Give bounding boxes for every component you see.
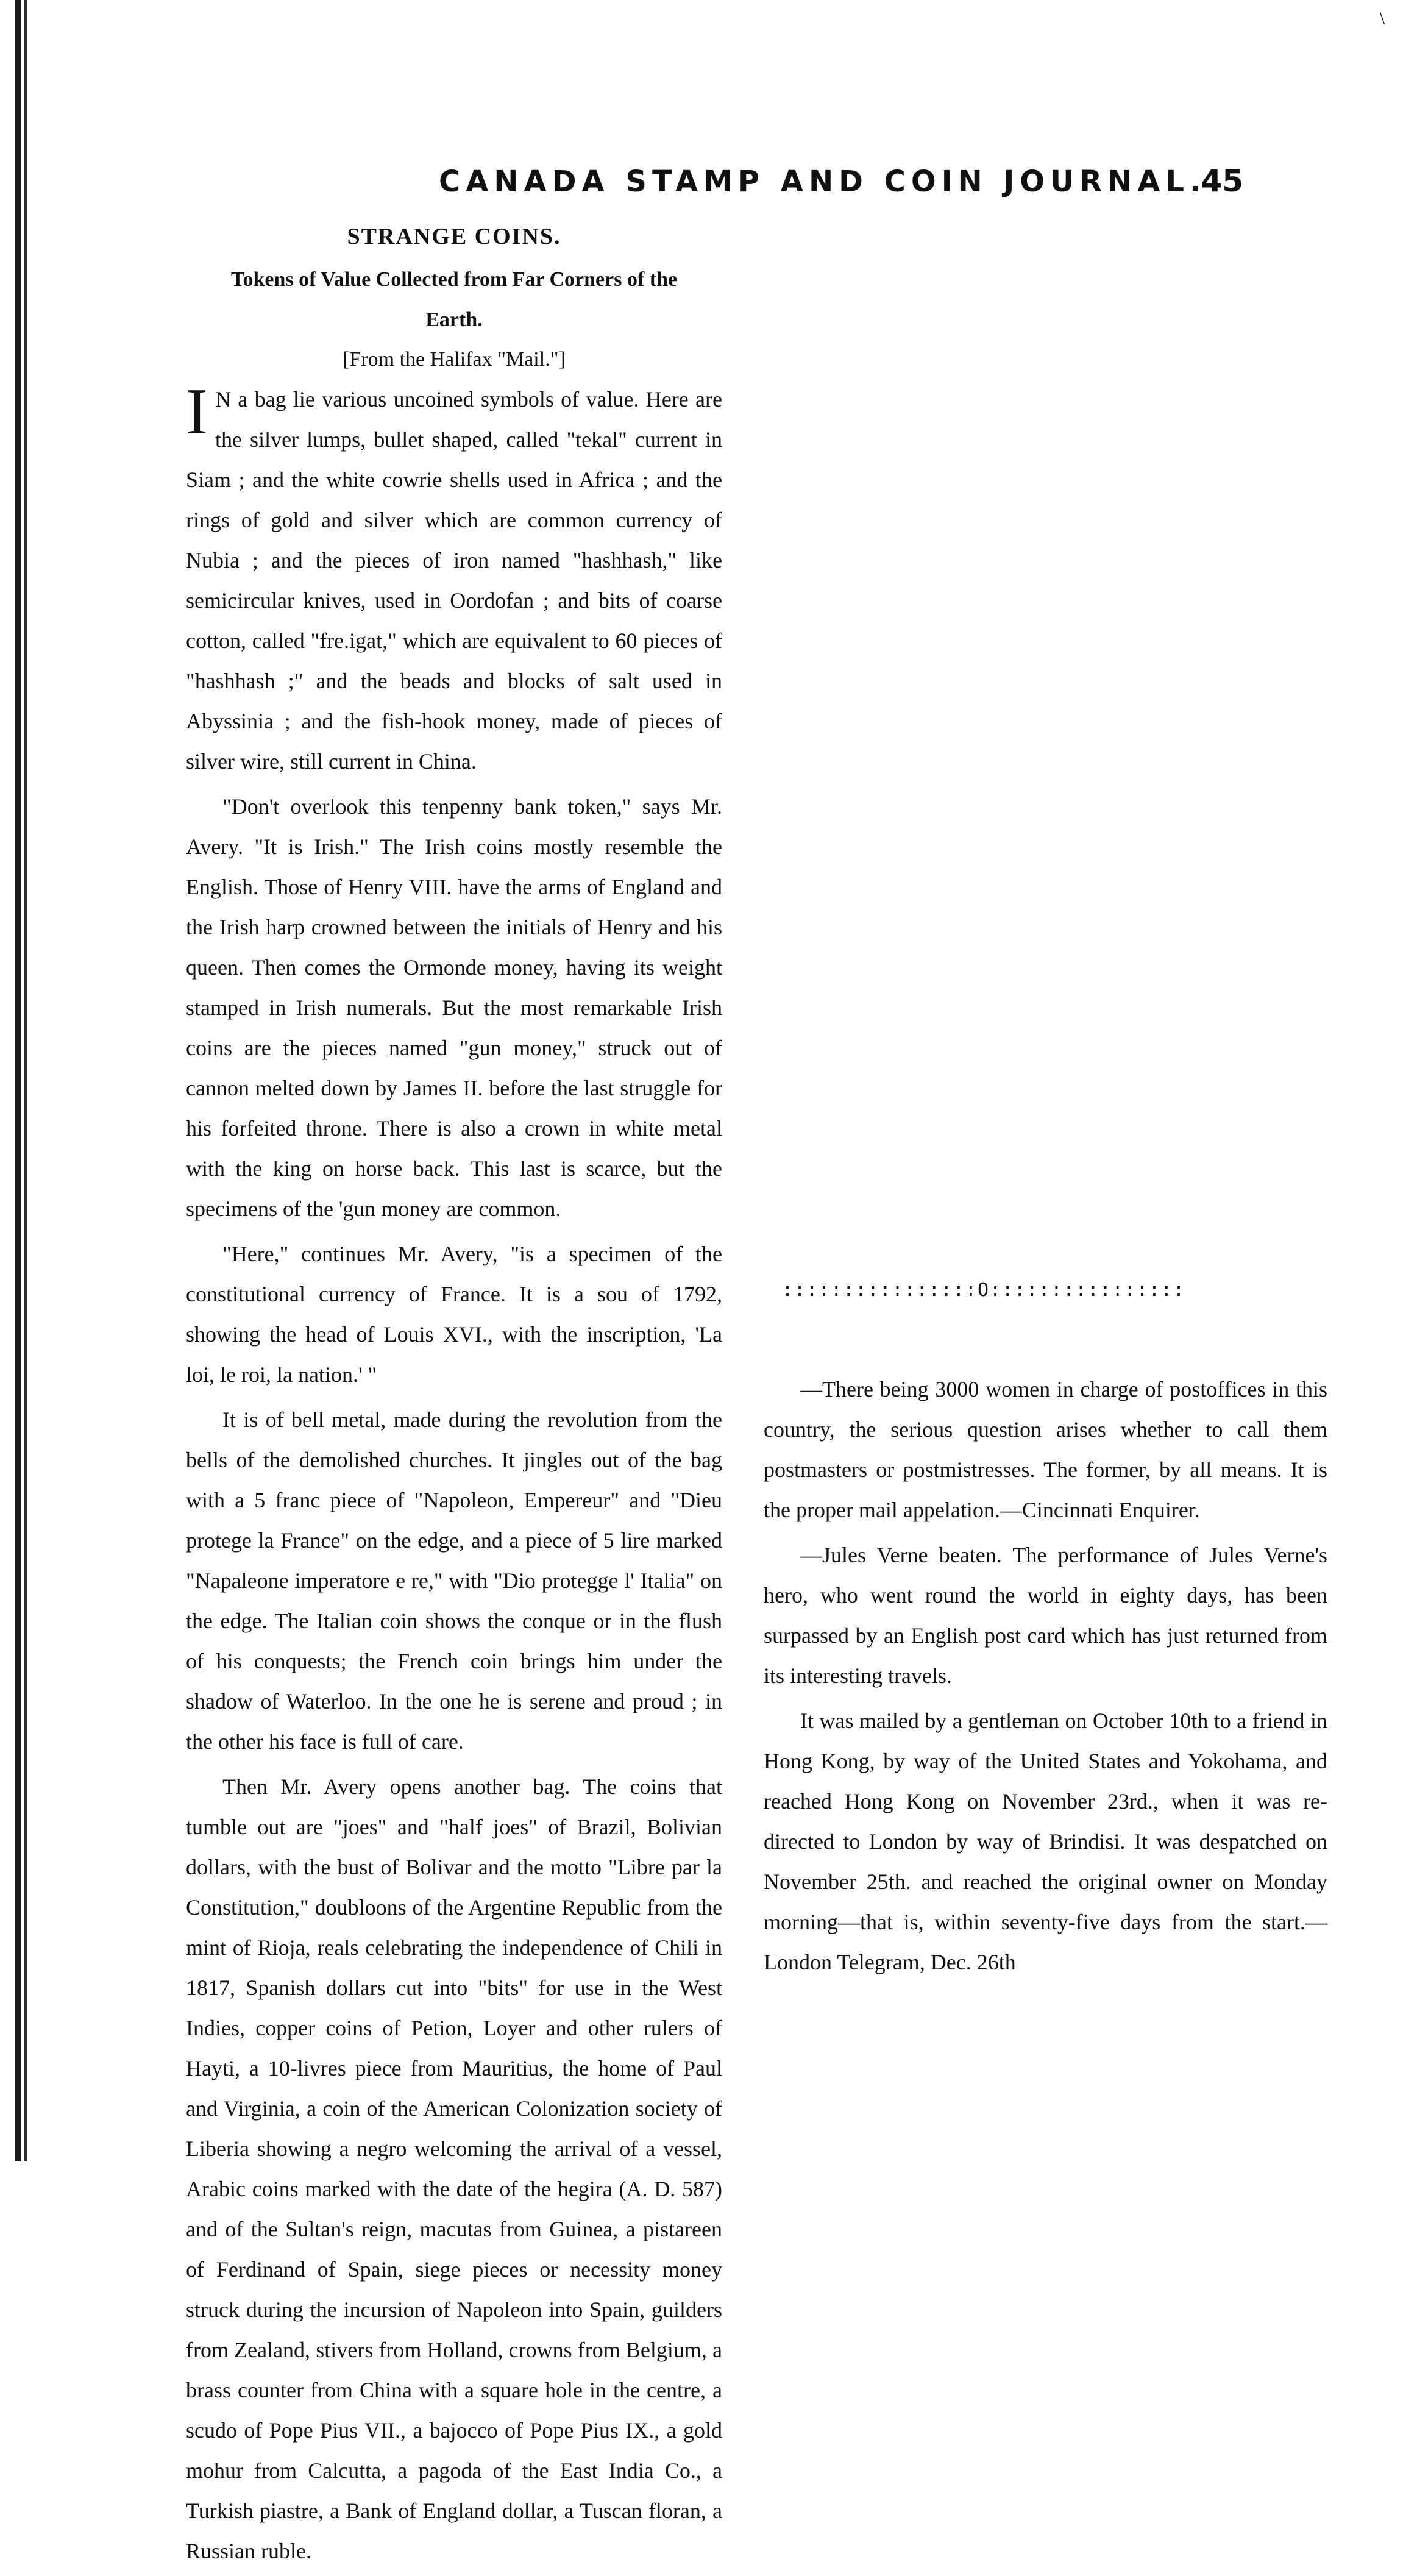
paragraph-french-sou: "Here," continues Mr. Avery, "is a specimen of the constitutional currency of France. It is a sou of 1792, showing the head of Louis XVI., with the inscription, 'La loi, le roi, la nation.' "	[186, 1242, 722, 1387]
article-source: [From the Halifax "Mail."]	[343, 348, 566, 371]
section-separator: ::::::::::::::::O::::::::::::::::	[782, 1279, 1186, 1301]
note-post-card: It was mailed by a gentleman on October 10th to a friend in Hong Kong, by way of the United States and Yokohama, and reached Hong Kong on November 23rd., when it was re-directed to London by way of Brindisi. It was despatched on November 25th. and reached the original owner on Monday morning—that is, within seventy-five days from the start.—London Telegram, Dec. 26th	[764, 1709, 1327, 1974]
right-column-continuation	[764, 218, 1327, 1218]
corner-mark: \	[1380, 9, 1385, 29]
running-head: CANADA STAMP AND COIN JOURNAL.	[439, 165, 1207, 199]
scan-edge-bar	[15, 0, 21, 2161]
note-postmistresses: —There being 3000 women in charge of postoffices in this country, the serious question arises whether to call them postmasters or postmistresses. The former, by all means. It is the proper mail appelation.—Cincinnati Enquirer.	[764, 1377, 1327, 1522]
note-jules-verne: —Jules Verne beaten. The performance of Jules Verne's hero, who went round the world in eighty days, has been surpassed by an English post card which has just returned from its interesting travels.	[764, 1543, 1327, 1688]
paragraph-another-bag: Then Mr. Avery opens another bag. The coins that tumble out are "joes" and "half joes" of Brazil, Bolivian dollars, with the bust of Bolivar and the motto "Libre par la Constitution," doubloons of the Argentine Republic from the mint of Rioja, reals celebrating the independence of Chili in 1817, Spanish dollars cut into "bits" for use in the West Indies, copper coins of Petion, Loyer and other rulers of Hayti, a 10-livres piece from Mauritius, the home of Paul and Virginia, a coin of the American Colonization society of Liberia showing a negro welcoming the arrival of a vessel, Arabic coins marked with the date of the hegira (A. D. 587) and of the Sultan's reign, macutas from Guinea, a pistareen of Ferdinand of Spain, siege pieces or necessity money struck during the incursion of Napoleon into Spain, guilders from Zealand, stivers from Holland, crowns from Belgium, a brass counter from China with a square hole in the centre, a scudo of Pope Pius VII., a bajocco of Pope Pius IX., a gold mohur from Calcutta, a pagoda of the East India Co., a Turkish piastre, a Bank of England dollar, a Tuscan floran, a Russian ruble.	[186, 1774, 722, 2563]
lead-paragraph-text: N a bag lie various uncoined symbols of value. Here are the silver lumps, bullet shaped, called "tekal" current in Siam ; and the white cowrie shells used in Africa ; and the rings of gold and silver which are common currency of Nubia ; and the pieces of iron named "hashhash," like semicircular knives, used in Oordofan ; and bits of coarse cotton, called "fre.igat," which are equivalent to 60 pieces of "hashhash ;" and the beads and blocks of salt used in Abyssinia ; and the fish-hook money, made of pieces of silver wire, still current in China.	[186, 387, 722, 774]
drop-cap: I	[186, 375, 208, 448]
page-header	[183, 165, 1243, 207]
left-column	[186, 218, 722, 2576]
paragraph-irish-coins: "Don't overlook this tenpenny bank token," says Mr. Avery. "It is Irish." The Irish coins mostly resemble the English. Those of Henry VIII. have the arms of England and the Irish harp crowned between the initials of Henry and his queen. Then comes the Ormonde money, having its weight stamped in Irish numerals. But the most remarkable Irish coins are the pieces named "gun money," struck out of cannon melted down by James II. before the last struggle for his forfeited throne. There is also a crown in white metal with the king on horse back. This last is scarce, but the specimens of the 'gun money are common.	[186, 794, 722, 1221]
article-subtitle: Tokens of Value Collected from Far Corners of the Earth.	[230, 268, 678, 331]
right-column	[764, 218, 1327, 1987]
paragraph-bell-metal: It is of bell metal, made during the revolution from the bells of the demolished churches. It jingles out of the bag with a 5 franc piece of "Napoleon, Empereur" and "Dieu protege la France" on the edge, and a piece of 5 lire marked "Napaleone imperatore e re," with "Dio protegge l' Italia" on the edge. The Italian coin shows the conque or in the flush of his conquests; the French coin brings him under the shadow of Waterloo. In the one he is serene and proud ; in the other his face is full of care.	[186, 1407, 722, 1754]
lead-paragraph	[186, 375, 722, 781]
page-number: 45	[1201, 163, 1243, 199]
article-title: STRANGE COINS.	[347, 224, 561, 249]
scan-edge-line	[24, 0, 27, 2161]
